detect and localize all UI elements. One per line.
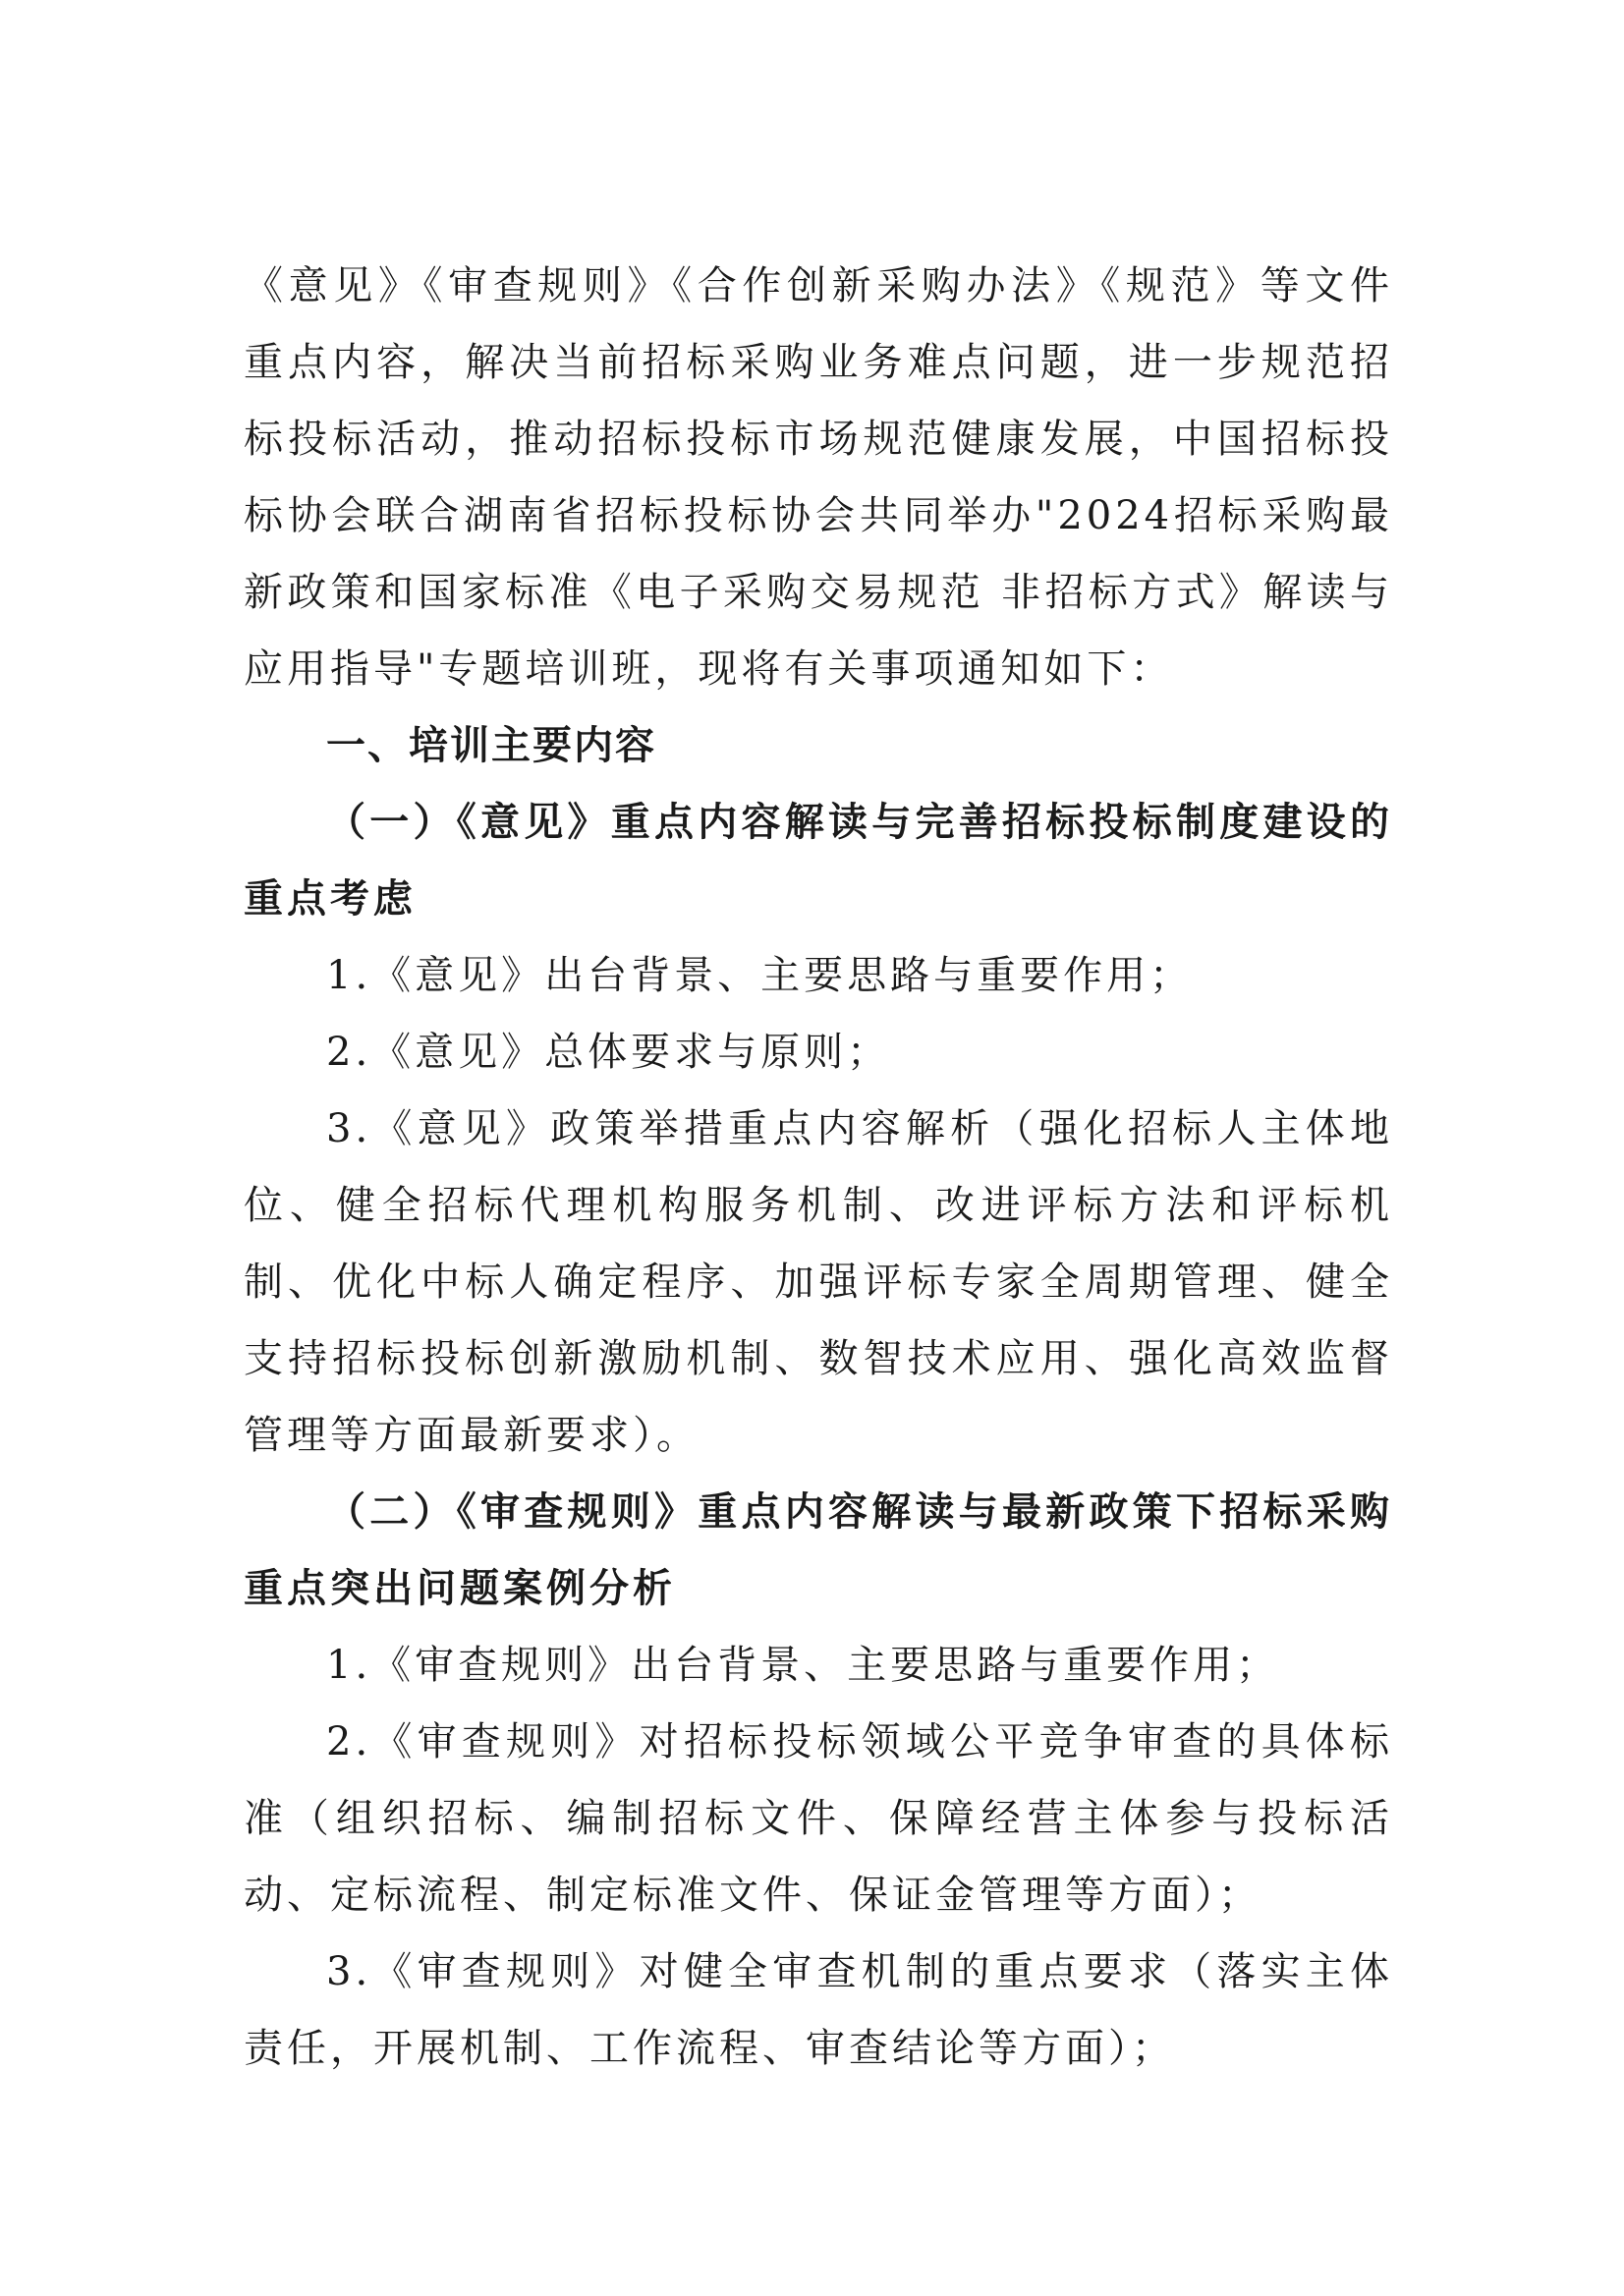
list-item: 1.《意见》出台背景、主要思路与重要作用； — [326, 953, 1194, 998]
section-heading-training-content: 一、培训主要内容 — [326, 723, 656, 768]
subsection-heading-2: （二）《审查规则》重点内容解读与最新政策下招标采购重点突出问题案例分析 — [244, 1488, 1393, 1611]
document-body — [244, 248, 1393, 2087]
list-item: 3.《意见》政策举措重点内容解析（强化招标人主体地位、健全招标代理机构服务机制、改进评标方法和评标机制、优化中标人确定程序、加强评标专家全周期管理、健全支持招标投标创新激励机制、数智技术应用、强化高效监督管理等方面最新要求）。 — [244, 1106, 1393, 1458]
list-item: 2.《审查规则》对招标投标领域公平竞争审查的具体标准（组织招标、编制招标文件、保障经营主体参与投标活动、定标流程、制定标准文件、保证金管理等方面）； — [244, 1719, 1393, 1918]
list-item: 3.《审查规则》对健全审查机制的重点要求（落实主体责任，开展机制、工作流程、审查结论等方面）； — [244, 1949, 1393, 2071]
list-item: 2.《意见》总体要求与原则； — [326, 1030, 891, 1075]
list-item: 1.《审查规则》出台背景、主要思路与重要作用； — [326, 1643, 1280, 1688]
intro-paragraph: 《意见》《审查规则》《合作创新采购办法》《规范》等文件重点内容，解决当前招标采购业务难点问题，进一步规范招标投标活动，推动招标投标市场规范健康发展，中国招标投标协会联合湖南省招标投标协会共同举办"2024招标采购最新政策和国家标准《电子采购交易规范 非招标方式》解读与应用指导"专题培训班，现将有关事项通知如下： — [244, 263, 1393, 692]
subsection-heading-1: （一）《意见》重点内容解读与完善招标投标制度建设的重点考虑 — [244, 799, 1393, 922]
